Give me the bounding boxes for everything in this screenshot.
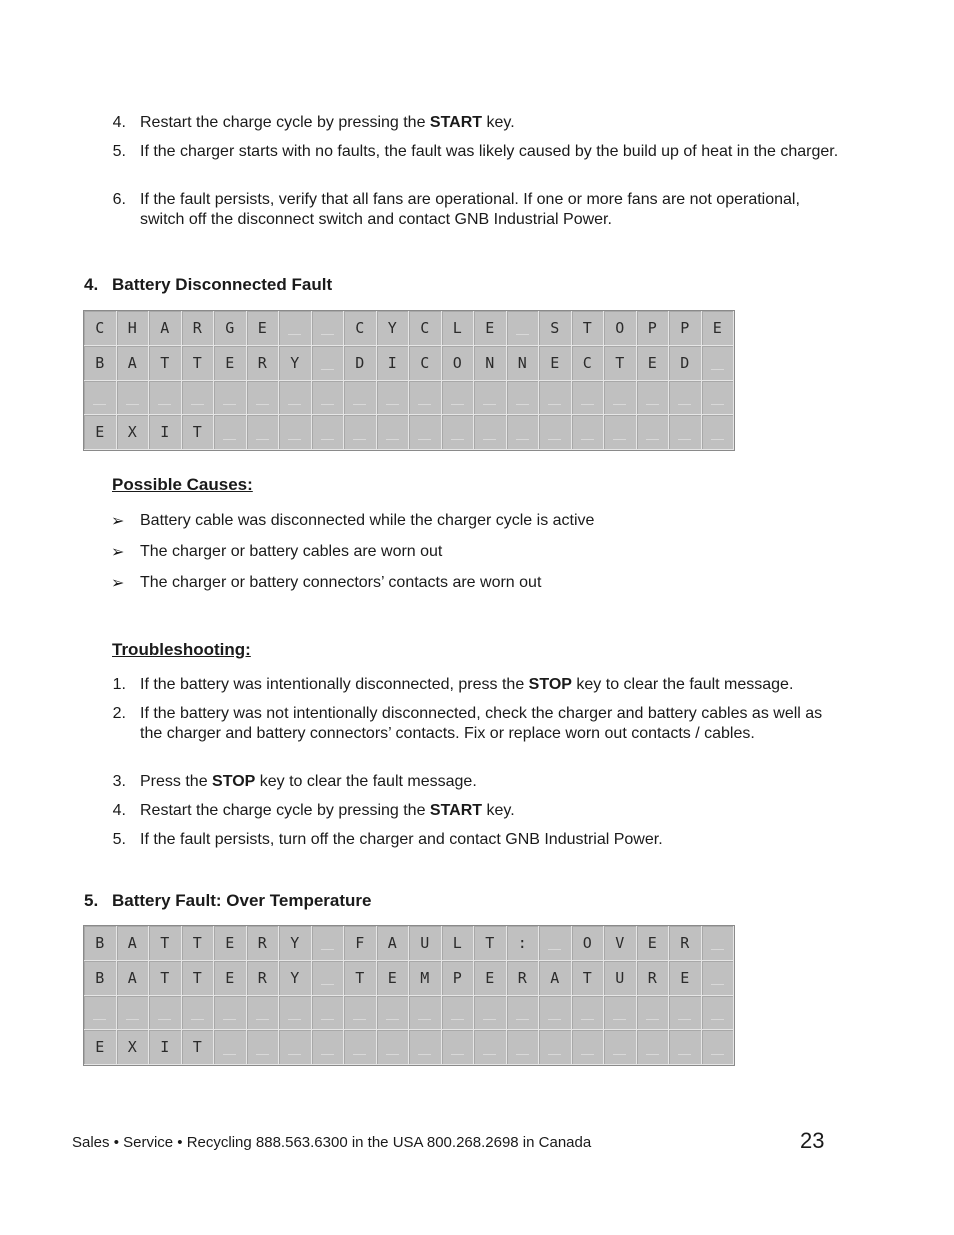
lcd-char-cell bbox=[637, 1030, 670, 1065]
lcd-char-cell: T bbox=[149, 926, 182, 961]
lcd-char-cell: C bbox=[572, 346, 605, 381]
list-text: If the fault persists, verify that all fans are operational. If one or more fans are not operational, switch off the disconnect switch and contact GNB Industrial Power. bbox=[140, 191, 800, 228]
arrowhead-bullet-icon: ➢ bbox=[111, 513, 125, 530]
lcd-char-cell bbox=[702, 926, 735, 961]
lcd-char-cell: A bbox=[117, 346, 150, 381]
lcd-char-cell bbox=[214, 996, 247, 1031]
lcd-char-cell bbox=[507, 381, 540, 416]
lcd-char-cell: E bbox=[702, 311, 735, 346]
lcd-char-cell: T bbox=[149, 961, 182, 996]
lcd-char-cell: R bbox=[247, 961, 280, 996]
lcd-char-cell: E bbox=[637, 346, 670, 381]
list-text: If the battery was not intentionally disconnected, check the charger and battery cables as well as the charger and battery connectors’ contacts. Fix or replace worn out contacts / cables. bbox=[140, 705, 823, 742]
lcd-char-cell bbox=[149, 996, 182, 1031]
lcd-char-cell: Y bbox=[279, 961, 312, 996]
lcd-char-cell bbox=[377, 381, 410, 416]
lcd-char-cell: T bbox=[182, 346, 215, 381]
lcd-char-cell bbox=[702, 381, 735, 416]
lcd-char-cell: O bbox=[442, 346, 475, 381]
lcd-char-cell bbox=[669, 415, 702, 450]
lcd-char-cell: C bbox=[84, 311, 117, 346]
lcd-char-cell bbox=[279, 996, 312, 1031]
lcd-char-cell bbox=[312, 346, 345, 381]
list-text: If the battery was intentionally disconnected, press the STOP key to clear the fault message. bbox=[140, 676, 794, 693]
list-number: 5. bbox=[112, 143, 126, 160]
lcd-char-cell: Y bbox=[377, 311, 410, 346]
lcd-char-cell bbox=[474, 996, 507, 1031]
lcd-display-over-temperature bbox=[83, 925, 735, 1066]
list-number: 4. bbox=[112, 114, 126, 131]
lcd-char-cell bbox=[604, 996, 637, 1031]
lcd-char-cell: L bbox=[442, 311, 475, 346]
lcd-char-cell: I bbox=[377, 346, 410, 381]
lcd-char-cell bbox=[377, 996, 410, 1031]
lcd-char-cell: T bbox=[572, 311, 605, 346]
lcd-char-cell bbox=[409, 1030, 442, 1065]
lcd-char-cell: D bbox=[344, 346, 377, 381]
lcd-char-cell bbox=[539, 1030, 572, 1065]
lcd-char-cell: R bbox=[247, 926, 280, 961]
lcd-char-cell bbox=[572, 381, 605, 416]
lcd-char-cell bbox=[312, 311, 345, 346]
lcd-char-cell bbox=[702, 346, 735, 381]
lcd-char-cell: R bbox=[182, 311, 215, 346]
list-number: 2. bbox=[112, 705, 126, 722]
lcd-char-cell: L bbox=[442, 926, 475, 961]
lcd-char-cell: H bbox=[117, 311, 150, 346]
list-number: 3. bbox=[112, 773, 126, 790]
lcd-char-cell bbox=[279, 1030, 312, 1065]
lcd-char-cell: C bbox=[409, 311, 442, 346]
lcd-char-cell: E bbox=[84, 415, 117, 450]
page-number: 23 bbox=[800, 1128, 825, 1153]
lcd-char-cell: E bbox=[539, 346, 572, 381]
lcd-char-cell bbox=[117, 996, 150, 1031]
page-footer: Sales • Service • Recycling 888.563.6300 in the USA 800.268.2698 in Canada bbox=[72, 1134, 592, 1151]
lcd-char-cell: R bbox=[669, 926, 702, 961]
lcd-char-cell bbox=[377, 1030, 410, 1065]
lcd-char-cell: V bbox=[604, 926, 637, 961]
lcd-char-cell bbox=[442, 1030, 475, 1065]
lcd-char-cell: A bbox=[149, 311, 182, 346]
lcd-char-cell bbox=[312, 381, 345, 416]
lcd-char-cell bbox=[214, 381, 247, 416]
list-number: 5. bbox=[112, 831, 126, 848]
lcd-char-cell bbox=[344, 1030, 377, 1065]
list-text: Restart the charge cycle by pressing the START key. bbox=[140, 114, 515, 131]
lcd-char-cell: P bbox=[637, 311, 670, 346]
lcd-char-cell: N bbox=[474, 346, 507, 381]
lcd-char-cell bbox=[117, 381, 150, 416]
lcd-char-cell bbox=[312, 1030, 345, 1065]
lcd-char-cell bbox=[182, 381, 215, 416]
lcd-char-cell bbox=[442, 381, 475, 416]
lcd-char-cell: A bbox=[539, 961, 572, 996]
lcd-char-cell bbox=[344, 996, 377, 1031]
lcd-char-cell bbox=[84, 381, 117, 416]
lcd-char-cell bbox=[474, 1030, 507, 1065]
lcd-char-cell: A bbox=[377, 926, 410, 961]
possible-causes-heading: Possible Causes: bbox=[112, 475, 253, 494]
lcd-char-cell bbox=[312, 996, 345, 1031]
lcd-char-cell: E bbox=[669, 961, 702, 996]
lcd-char-cell: E bbox=[214, 961, 247, 996]
lcd-char-cell bbox=[247, 381, 280, 416]
lcd-char-cell: E bbox=[474, 961, 507, 996]
list-number: 4. bbox=[112, 802, 126, 819]
lcd-char-cell bbox=[344, 415, 377, 450]
lcd-char-cell bbox=[247, 996, 280, 1031]
lcd-char-cell bbox=[637, 996, 670, 1031]
lcd-char-cell bbox=[377, 415, 410, 450]
lcd-char-cell: E bbox=[214, 346, 247, 381]
lcd-char-cell bbox=[149, 381, 182, 416]
lcd-char-cell bbox=[312, 415, 345, 450]
lcd-char-cell bbox=[442, 415, 475, 450]
lcd-char-cell bbox=[702, 1030, 735, 1065]
lcd-display-battery-disconnected bbox=[83, 310, 735, 451]
lcd-char-cell: T bbox=[604, 346, 637, 381]
lcd-char-cell bbox=[279, 311, 312, 346]
lcd-char-cell: B bbox=[84, 961, 117, 996]
lcd-char-cell: I bbox=[149, 415, 182, 450]
lcd-char-cell: O bbox=[604, 311, 637, 346]
lcd-char-cell bbox=[572, 415, 605, 450]
lcd-char-cell bbox=[604, 1030, 637, 1065]
lcd-char-cell bbox=[702, 415, 735, 450]
lcd-char-cell bbox=[669, 996, 702, 1031]
lcd-char-cell bbox=[474, 415, 507, 450]
lcd-char-cell: T bbox=[182, 415, 215, 450]
lcd-char-cell: Y bbox=[279, 926, 312, 961]
lcd-char-cell: X bbox=[117, 1030, 150, 1065]
lcd-char-cell: E bbox=[214, 926, 247, 961]
lcd-char-cell bbox=[507, 311, 540, 346]
lcd-char-cell: S bbox=[539, 311, 572, 346]
lcd-char-cell: T bbox=[474, 926, 507, 961]
lcd-char-cell: P bbox=[442, 961, 475, 996]
lcd-char-cell bbox=[702, 996, 735, 1031]
lcd-char-cell bbox=[507, 1030, 540, 1065]
lcd-char-cell: R bbox=[637, 961, 670, 996]
lcd-char-cell: U bbox=[409, 926, 442, 961]
lcd-char-cell bbox=[637, 415, 670, 450]
lcd-char-cell: D bbox=[669, 346, 702, 381]
list-text: If the charger starts with no faults, the fault was likely caused by the build up of heat in the charger. bbox=[140, 143, 839, 160]
lcd-char-cell: E bbox=[474, 311, 507, 346]
lcd-char-cell bbox=[214, 1030, 247, 1065]
lcd-char-cell: E bbox=[247, 311, 280, 346]
lcd-char-cell: E bbox=[637, 926, 670, 961]
lcd-char-cell: R bbox=[247, 346, 280, 381]
lcd-char-cell bbox=[214, 415, 247, 450]
lcd-char-cell bbox=[409, 996, 442, 1031]
lcd-char-cell: T bbox=[182, 961, 215, 996]
lcd-char-cell: T bbox=[182, 1030, 215, 1065]
lcd-char-cell: T bbox=[149, 346, 182, 381]
lcd-char-cell bbox=[669, 1030, 702, 1065]
lcd-char-cell bbox=[539, 996, 572, 1031]
list-text: If the fault persists, turn off the charger and contact GNB Industrial Power. bbox=[140, 831, 663, 848]
arrowhead-bullet-icon: ➢ bbox=[111, 544, 125, 561]
lcd-char-cell: A bbox=[117, 926, 150, 961]
lcd-char-cell: : bbox=[507, 926, 540, 961]
lcd-char-cell bbox=[572, 1030, 605, 1065]
lcd-char-cell: B bbox=[84, 926, 117, 961]
lcd-char-cell bbox=[312, 926, 345, 961]
lcd-char-cell bbox=[312, 961, 345, 996]
lcd-char-cell: P bbox=[669, 311, 702, 346]
lcd-char-cell bbox=[409, 381, 442, 416]
lcd-char-cell bbox=[247, 1030, 280, 1065]
lcd-char-cell: C bbox=[344, 311, 377, 346]
lcd-char-cell bbox=[279, 415, 312, 450]
lcd-char-cell bbox=[442, 996, 475, 1031]
lcd-char-cell: G bbox=[214, 311, 247, 346]
lcd-char-cell: T bbox=[182, 926, 215, 961]
lcd-char-cell: E bbox=[84, 1030, 117, 1065]
lcd-char-cell: Y bbox=[279, 346, 312, 381]
lcd-char-cell bbox=[669, 381, 702, 416]
lcd-char-cell bbox=[247, 415, 280, 450]
lcd-char-cell bbox=[409, 415, 442, 450]
list-text: Press the STOP key to clear the fault message. bbox=[140, 773, 477, 790]
lcd-char-cell bbox=[182, 996, 215, 1031]
lcd-char-cell: E bbox=[377, 961, 410, 996]
lcd-char-cell: T bbox=[572, 961, 605, 996]
lcd-char-cell: M bbox=[409, 961, 442, 996]
lcd-char-cell bbox=[604, 381, 637, 416]
lcd-char-cell: N bbox=[507, 346, 540, 381]
lcd-char-cell: C bbox=[409, 346, 442, 381]
lcd-char-cell bbox=[539, 415, 572, 450]
lcd-char-cell bbox=[637, 381, 670, 416]
lcd-char-cell bbox=[84, 996, 117, 1031]
lcd-char-cell bbox=[507, 996, 540, 1031]
lcd-char-cell bbox=[539, 381, 572, 416]
lcd-char-cell: A bbox=[117, 961, 150, 996]
lcd-char-cell bbox=[507, 415, 540, 450]
lcd-char-cell bbox=[572, 996, 605, 1031]
lcd-char-cell: X bbox=[117, 415, 150, 450]
list-number: 1. bbox=[112, 676, 126, 693]
troubleshooting-heading: Troubleshooting: bbox=[112, 640, 251, 659]
lcd-char-cell: O bbox=[572, 926, 605, 961]
lcd-char-cell bbox=[344, 381, 377, 416]
lcd-char-cell: F bbox=[344, 926, 377, 961]
lcd-char-cell bbox=[604, 415, 637, 450]
lcd-char-cell bbox=[539, 926, 572, 961]
lcd-char-cell bbox=[279, 381, 312, 416]
arrowhead-bullet-icon: ➢ bbox=[111, 575, 125, 592]
list-number: 6. bbox=[112, 191, 126, 208]
lcd-char-cell bbox=[702, 961, 735, 996]
lcd-char-cell: T bbox=[344, 961, 377, 996]
lcd-char-cell: R bbox=[507, 961, 540, 996]
list-text: Restart the charge cycle by pressing the START key. bbox=[140, 802, 515, 819]
lcd-char-cell: U bbox=[604, 961, 637, 996]
lcd-char-cell: B bbox=[84, 346, 117, 381]
lcd-char-cell: I bbox=[149, 1030, 182, 1065]
lcd-char-cell bbox=[474, 381, 507, 416]
